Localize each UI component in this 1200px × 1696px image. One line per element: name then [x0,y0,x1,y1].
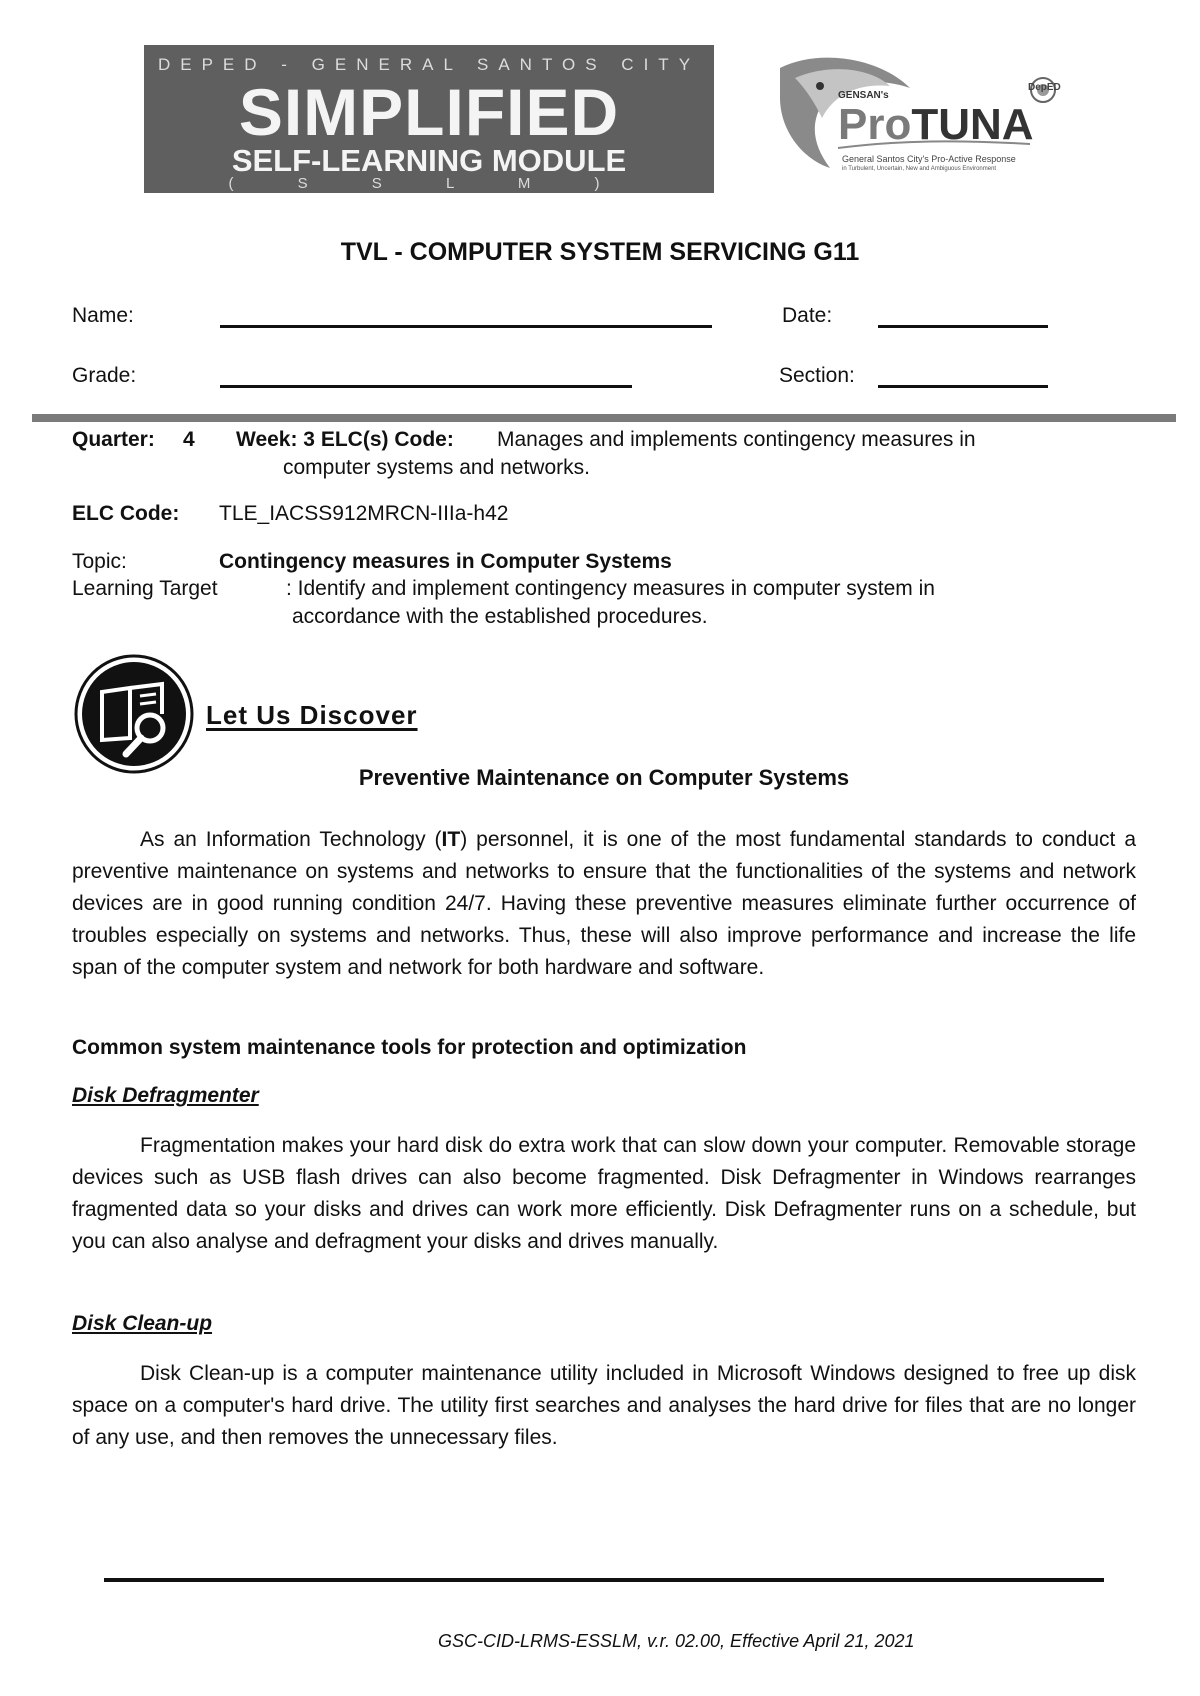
banner-line-2: SIMPLIFIED [238,75,620,149]
date-label: Date: [782,304,833,327]
learning-target-label: Learning Target [72,577,218,600]
banner-line-4: ( S S L M ) [228,175,630,192]
discover-heading: Let Us Discover [206,700,418,730]
disk-cleanup-paragraph: Disk Clean-up is a computer maintenance utility included in Microsoft Windows designed to free up disk space on a computer's hard drive. The utility first searches and analyses the hard drive for files that are no longer of any use, and then removes the unnecessary files. [72,1362,1136,1449]
grade-field[interactable] [220,385,632,388]
topic-value: Contingency measures in Computer Systems [219,550,672,573]
learning-target-text-2: accordance with the established procedures. [292,605,708,628]
quarter-label: Quarter: [72,428,155,451]
tools-heading: Common system maintenance tools for protection and optimization [72,1036,747,1059]
section-field[interactable] [878,385,1048,388]
week-text-2: computer systems and networks. [283,456,590,479]
learning-target-text-1: : Identify and implement contingency measures in computer system in [286,577,935,600]
elc-label: ELC Code: [72,502,180,525]
footer-divider [104,1578,1104,1582]
name-label: Name: [72,304,134,327]
protuna-logo [760,48,1060,194]
section-label: Section: [779,364,855,387]
logo-deped-text: DepED [1028,82,1061,93]
sslm-banner [144,45,714,193]
topic-label: Topic: [72,550,127,573]
header-divider [32,414,1176,422]
grade-label: Grade: [72,364,137,387]
elc-value: TLE_IACSS912MRCN-IIIa-h42 [219,502,509,525]
banner-line-3: SELF-LEARNING MODULE [231,143,627,178]
week-text-1: Manages and implements contingency measures in [497,428,976,451]
week-label: Week: 3 ELC(s) Code: [236,428,454,451]
date-field[interactable] [878,325,1048,328]
discover-book-magnifier-icon [74,654,194,774]
quarter-value: 4 [183,428,195,451]
disk-defragmenter-paragraph: Fragmentation makes your hard disk do extra work that can slow down your computer. Removable storage devices such as USB flash drives can also become fragmented. Disk Defragmenter in Windows rearranges fragmented data so your disks and drives can work more efficiently. Disk Defragmenter runs on a schedule, but you can also analyse and defragment your disks and drives manually. [72,1134,1136,1253]
disk-defragmenter-heading: Disk Defragmenter [72,1084,259,1107]
disk-cleanup-heading: Disk Clean-up [72,1312,213,1335]
intro-paragraph: As an Information Technology (IT) personnel, it is one of the most fundamental standards to conduct a preventive maintenance on systems and networks to ensure that the functionalities of the systems and network devices are in good running condition 24/7. Having these preventive measures eliminate further occurrence of troubles especially on systems and networks. Thus, these will also improve performance and increase the life span of the computer system and network for both hardware and software. [72,828,1136,979]
discover-subtitle: Preventive Maintenance on Computer Systems [358,765,850,790]
banner-line-1: DEPED - GENERAL SANTOS CITY [157,55,701,74]
logo-tagline: General Santos City's Pro-Active Response [842,154,1016,164]
logo-gensan-text: GENSAN's [838,90,889,101]
logo-tagline-2: in Turbulent, Uncertain, New and Ambiguous Environment [842,166,997,172]
page-title: TVL - COMPUTER SYSTEM SERVICING G11 [340,238,860,266]
footer-code: GSC-CID-LRMS-ESSLM, v.r. 02.00, Effective April 21, 2021 [438,1631,915,1651]
logo-protuna-text: ProTUNA [838,100,1034,149]
name-field[interactable] [220,325,712,328]
